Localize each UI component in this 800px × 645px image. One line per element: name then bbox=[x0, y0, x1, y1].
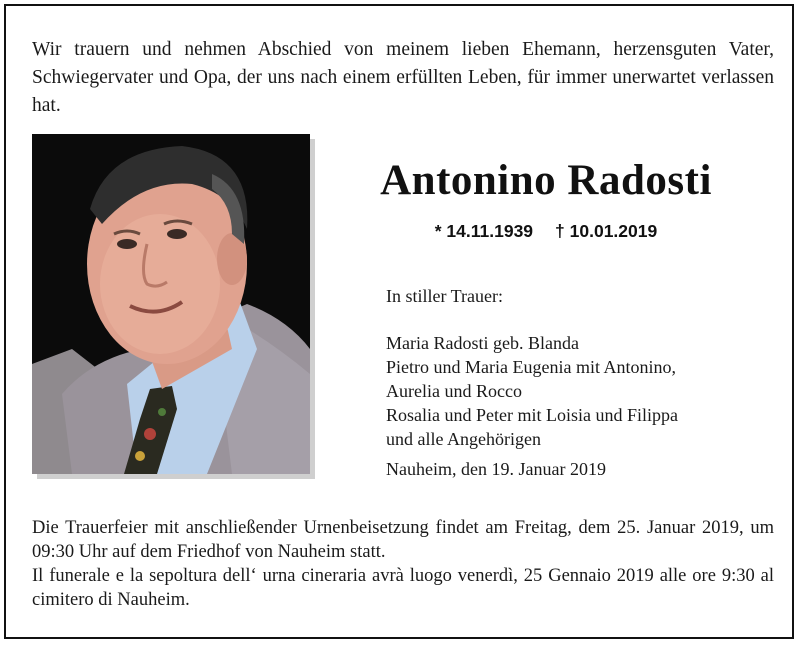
mourner-line: Rosalia und Peter mit Loisia und Filippa bbox=[386, 405, 678, 425]
obituary-notice bbox=[4, 4, 794, 639]
life-dates bbox=[336, 221, 756, 242]
death-date: † 10.01.2019 bbox=[555, 221, 658, 241]
mourning-label: In stiller Trauer: bbox=[386, 286, 503, 306]
mourner-line: Maria Radosti geb. Blanda bbox=[386, 333, 579, 353]
birth-date: * 14.11.1939 bbox=[434, 221, 534, 241]
mourners-list bbox=[386, 331, 771, 451]
mourner-line: und alle Angehörigen bbox=[386, 429, 541, 449]
mourner-line: Aurelia und Rocco bbox=[386, 381, 522, 401]
intro-text: Wir trauern und nehmen Abschied von meinem lieben Ehemann, herzensguten Vater, Schwiegervater und Opa, der uns nach einem erfüllten Leben, für immer unerwartet verlassen hat. bbox=[32, 39, 774, 116]
place-date: Nauheim, den 19. Januar 2019 bbox=[386, 459, 606, 479]
portrait-photo bbox=[32, 134, 310, 474]
service-italian: Il funerale e la sepoltura dell‘ urna cineraria avrà luogo venerdì, 25 Gennaio 2019 alle ore 9:30 al cimitero di Nauheim. bbox=[32, 566, 774, 610]
mourner-line: Pietro und Maria Eugenia mit Antonino, bbox=[386, 357, 676, 377]
service-info bbox=[32, 516, 774, 612]
service-german: Die Trauerfeier mit anschließender Urnenbeisetzung findet am Freitag, dem 25. Januar 2019, um 09:30 Uhr auf dem Friedhof von Nauheim statt. bbox=[32, 518, 774, 562]
deceased-name: Antonino Radosti bbox=[380, 157, 712, 204]
